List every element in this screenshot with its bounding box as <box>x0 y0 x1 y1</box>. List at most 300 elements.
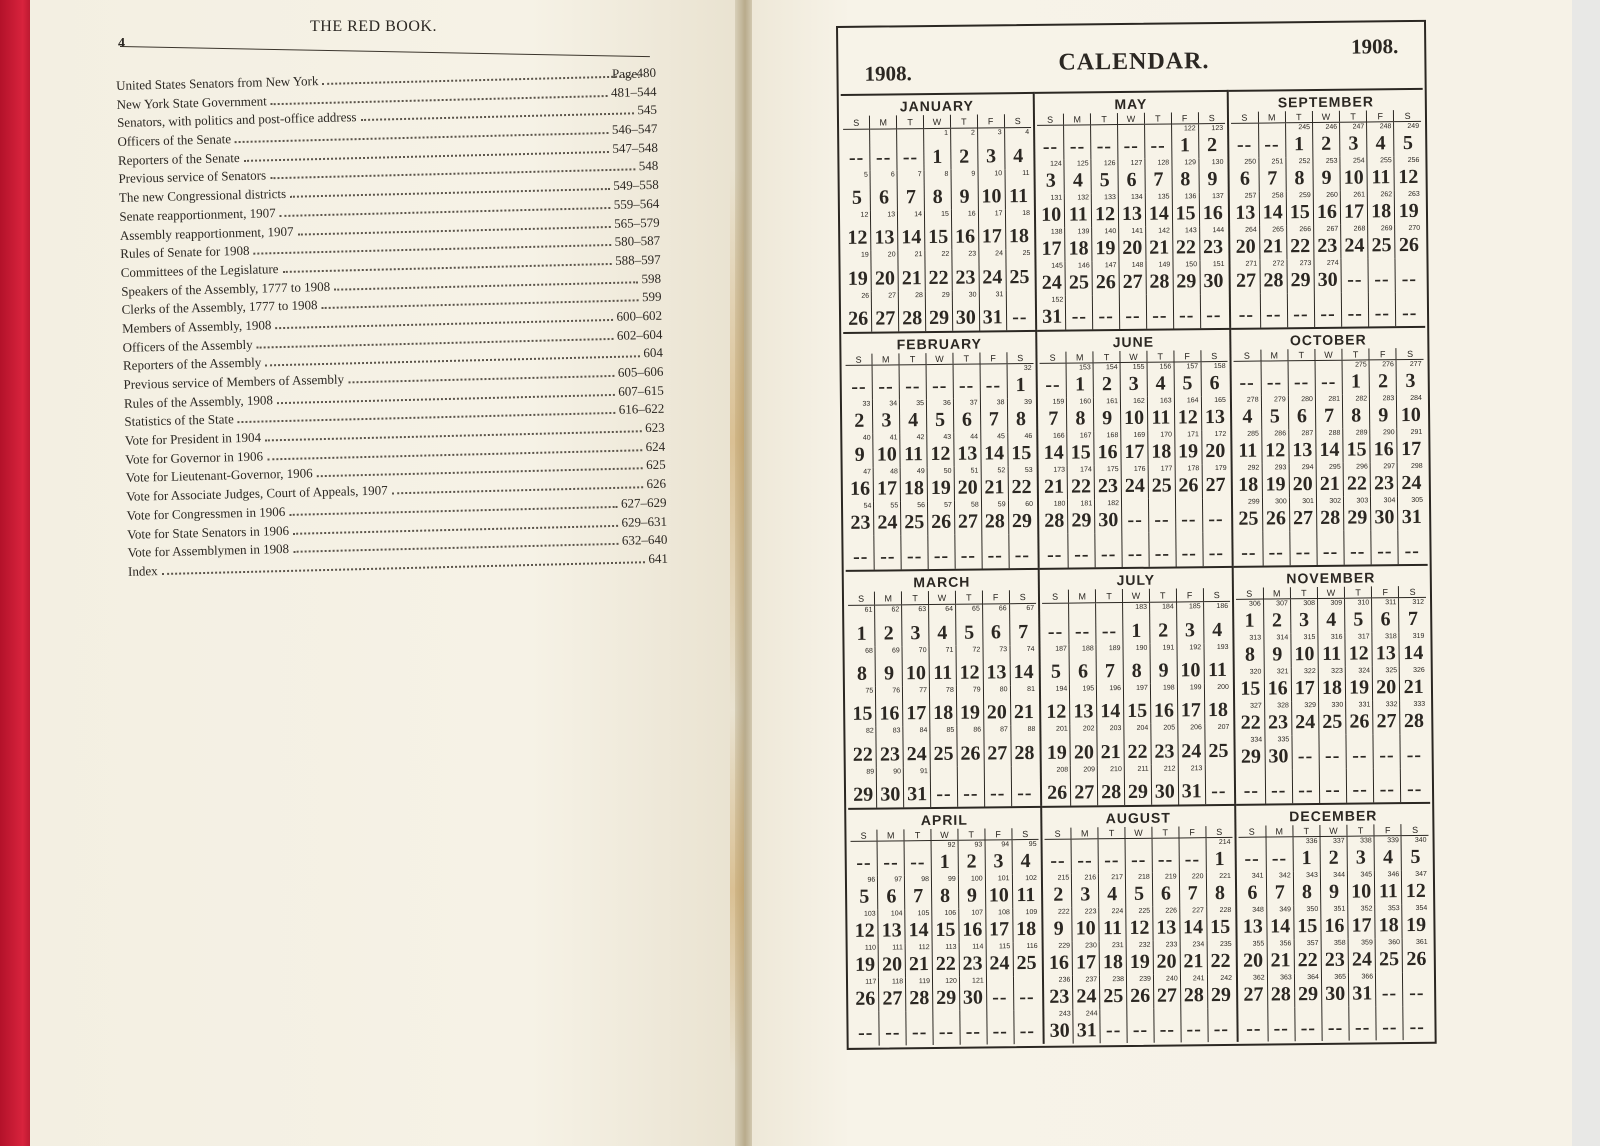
day-of-year: 183 <box>1135 603 1148 612</box>
date-number: 18 <box>1238 473 1259 496</box>
day-of-year: 234 <box>1192 941 1205 949</box>
day-cell <box>1045 908 1072 942</box>
day-of-year: 67 <box>1026 605 1035 613</box>
day-of-year: 264 <box>1245 226 1257 234</box>
weekday-header: T <box>1339 110 1366 122</box>
day-of-year: 167 <box>1079 432 1092 440</box>
day-of-year: 231 <box>1111 942 1124 950</box>
toc-entry-title: Vote for President in 1904 <box>124 429 262 448</box>
day-of-year: 253 <box>1325 157 1338 165</box>
date-number: 9 <box>1102 407 1113 430</box>
date-number: 15 <box>1297 915 1318 938</box>
day-of-year: 192 <box>1189 643 1202 651</box>
empty-dash: -- <box>1325 778 1341 801</box>
day-of-year: 357 <box>1306 939 1319 948</box>
toc-entry-page: 598 <box>641 270 662 286</box>
empty-dash: -- <box>1265 303 1282 326</box>
day-of-year: 89 <box>866 768 875 776</box>
weekday-header: S <box>1011 828 1038 840</box>
weekday-header: W <box>1312 111 1339 123</box>
empty-dash: -- <box>1236 133 1253 156</box>
day-cell <box>1179 906 1206 940</box>
date-number: 12 <box>1129 916 1150 939</box>
date-number: 15 <box>928 226 949 249</box>
day-cell <box>924 210 951 251</box>
date-number: 14 <box>1013 660 1034 684</box>
day-of-year: 139 <box>1077 228 1090 236</box>
day-cell <box>873 399 900 433</box>
date-number: 22 <box>935 952 956 976</box>
date-number: 24 <box>1181 739 1202 763</box>
day-of-year: 333 <box>1413 700 1426 708</box>
date-number: 25 <box>1371 234 1392 257</box>
day-of-year: 242 <box>1220 974 1233 983</box>
date-number: 6 <box>1247 881 1258 904</box>
empty-cell <box>1371 530 1398 564</box>
date-number: 4 <box>1212 618 1223 641</box>
day-of-year: 348 <box>1252 906 1264 914</box>
date-number: 22 <box>1290 235 1311 258</box>
day-of-year: 346 <box>1387 871 1400 879</box>
empty-cell <box>1319 735 1346 769</box>
empty-dash: -- <box>1406 743 1423 767</box>
toc-entry-page: 604 <box>643 345 664 361</box>
day-cell <box>1267 973 1294 1007</box>
weekday-header: T <box>1288 349 1315 361</box>
day-of-year: 82 <box>865 727 874 735</box>
day-cell <box>1344 496 1371 530</box>
day-cell <box>1372 666 1399 700</box>
date-number: 29 <box>1210 983 1232 1007</box>
date-number: 13 <box>957 442 978 465</box>
empty-dash: -- <box>1238 303 1255 326</box>
empty-cell <box>1398 530 1426 564</box>
date-number: 16 <box>1153 699 1175 722</box>
empty-dash: -- <box>1300 1017 1317 1040</box>
weekday-header: S <box>843 116 870 130</box>
day-of-year: 337 <box>1332 837 1345 845</box>
day-of-year: 148 <box>1131 261 1144 269</box>
empty-dash: -- <box>1322 540 1339 563</box>
empty-cell <box>980 364 1007 399</box>
date-number: 13 <box>1156 916 1177 939</box>
day-of-year: 352 <box>1360 905 1373 913</box>
day-of-year: 255 <box>1380 157 1392 165</box>
empty-dash: -- <box>1159 1018 1176 1041</box>
date-number: 3 <box>1128 372 1139 395</box>
date-number: 30 <box>962 986 984 1009</box>
day-cell <box>1397 462 1425 496</box>
day-of-year: 21 <box>914 251 923 259</box>
date-number: 10 <box>1180 659 1201 682</box>
day-of-year: 319 <box>1412 632 1425 640</box>
day-of-year: 85 <box>946 727 955 735</box>
day-of-year: 134 <box>1130 193 1143 201</box>
day-of-year: 111 <box>892 944 903 952</box>
date-number: 25 <box>1068 271 1090 294</box>
date-number: 9 <box>1321 166 1332 189</box>
day-cell <box>951 209 978 250</box>
date-number: 26 <box>1406 947 1427 971</box>
day-of-year: 77 <box>919 687 928 695</box>
date-number: 6 <box>1380 608 1391 631</box>
day-cell <box>1145 192 1172 226</box>
date-number: 5 <box>1099 169 1110 192</box>
day-of-year: 157 <box>1186 363 1199 371</box>
day-of-year: 56 <box>917 502 926 510</box>
day-of-year: 320 <box>1249 668 1262 676</box>
day-cell <box>1375 904 1402 938</box>
date-number: 27 <box>882 987 903 1010</box>
toc-entry-title: Index <box>127 563 158 579</box>
day-cell <box>1180 940 1207 974</box>
toc-entry-title: Rules of the Assembly, 1908 <box>123 391 274 411</box>
day-of-year: 229 <box>1058 942 1071 950</box>
weekday-header: F <box>1179 826 1206 838</box>
empty-cell <box>1071 839 1098 874</box>
date-number: 8 <box>1180 168 1191 191</box>
day-of-year: 1 <box>944 129 949 138</box>
date-number: 16 <box>1097 441 1118 464</box>
toc-entry-title: United States Senators from New York <box>116 73 319 93</box>
day-of-year: 270 <box>1408 224 1421 233</box>
day-of-year: 71 <box>945 646 954 654</box>
date-number: 19 <box>1406 913 1427 937</box>
month-table <box>1233 348 1425 566</box>
empty-cell <box>1368 258 1395 292</box>
day-cell <box>980 432 1007 466</box>
day-cell <box>844 251 871 292</box>
date-number: 24 <box>982 265 1003 289</box>
day-of-year: 15 <box>941 210 949 218</box>
weekday-header: S <box>850 830 877 842</box>
date-number: 14 <box>901 226 922 249</box>
day-of-year: 184 <box>1162 603 1174 611</box>
date-number: 18 <box>933 702 954 725</box>
day-cell <box>1402 904 1430 938</box>
empty-cell <box>1314 293 1341 327</box>
day-cell <box>1369 360 1397 395</box>
date-number: 23 <box>879 742 901 766</box>
day-of-year: 343 <box>1306 872 1318 880</box>
weekday-header: W <box>1320 825 1347 837</box>
date-number: 17 <box>906 702 927 725</box>
day-of-year: 47 <box>863 468 872 476</box>
toc-entry-page: 624 <box>645 438 666 454</box>
date-number: 11 <box>1103 917 1123 940</box>
date-number: 3 <box>1355 846 1366 869</box>
day-cell <box>879 977 906 1011</box>
empty-cell <box>957 766 984 807</box>
month-name: OCTOBER <box>1289 331 1367 349</box>
day-of-year: 24 <box>995 250 1003 258</box>
empty-dash: -- <box>1050 849 1066 872</box>
day-of-year: 248 <box>1379 123 1392 131</box>
day-of-year: 12 <box>860 211 869 219</box>
date-number: 9 <box>883 662 895 685</box>
date-number: 15 <box>1127 700 1148 723</box>
weekday-header: S <box>1044 828 1071 840</box>
date-number: 30 <box>1374 506 1395 529</box>
date-number: 4 <box>1326 608 1337 631</box>
date-number: 16 <box>879 702 900 725</box>
date-number: 31 <box>1352 982 1373 1005</box>
date-number: 11 <box>1207 658 1228 682</box>
day-of-year: 5 <box>863 171 868 179</box>
day-cell <box>1367 156 1394 190</box>
day-of-year: 162 <box>1133 397 1145 405</box>
toc-entry-title: Reporters of the Senate <box>117 149 240 168</box>
month-december <box>1236 802 1432 1042</box>
empty-dash: -- <box>1381 982 1398 1005</box>
date-number: 5 <box>859 885 870 908</box>
date-number: 15 <box>1210 915 1231 939</box>
day-cell <box>1147 396 1174 430</box>
date-number: 20 <box>1376 676 1397 699</box>
date-number: 9 <box>1207 168 1218 191</box>
day-cell <box>900 433 927 467</box>
day-cell <box>1118 193 1145 227</box>
date-number: 26 <box>855 987 876 1010</box>
day-of-year: 269 <box>1380 225 1393 233</box>
month-name: JANUARY <box>899 97 975 115</box>
empty-dash: -- <box>1347 268 1363 291</box>
empty-cell <box>1292 735 1319 769</box>
day-of-year: 340 <box>1414 836 1427 844</box>
date-number: 14 <box>984 442 1005 465</box>
day-of-year: 63 <box>918 606 927 614</box>
date-number: 12 <box>1405 879 1426 903</box>
day-of-year: 62 <box>891 606 900 614</box>
toc-leader-dots <box>322 75 632 85</box>
empty-dash: -- <box>1246 1017 1262 1040</box>
weekday-header: T <box>897 115 924 129</box>
day-cell <box>1045 874 1072 908</box>
date-number: 18 <box>1102 951 1124 974</box>
day-of-year: 202 <box>1082 725 1095 733</box>
toc-entry-title: Reporters of the Assembly <box>122 354 262 374</box>
empty-dash: -- <box>1077 849 1093 872</box>
day-cell <box>980 398 1007 432</box>
date-number: 5 <box>851 186 863 209</box>
empty-cell <box>899 365 926 400</box>
date-number: 1 <box>1015 374 1026 397</box>
weekday-header: T <box>1098 827 1125 839</box>
date-number: 23 <box>1097 475 1119 498</box>
day-of-year: 278 <box>1246 396 1259 404</box>
date-number: 9 <box>959 185 970 208</box>
empty-cell <box>1013 1010 1040 1044</box>
day-of-year: 322 <box>1303 668 1316 676</box>
date-number: 16 <box>1267 677 1288 700</box>
weekday-header: W <box>1315 349 1342 361</box>
day-cell <box>1175 464 1202 498</box>
date-number: 30 <box>1049 1019 1070 1042</box>
day-cell <box>1265 735 1292 769</box>
weekday-header: S <box>1396 348 1423 360</box>
day-cell <box>930 726 957 767</box>
date-number: 29 <box>1176 270 1197 293</box>
date-number: 7 <box>1267 167 1278 190</box>
empty-dash: -- <box>1184 848 1201 871</box>
month-table <box>1042 588 1232 806</box>
empty-cell <box>901 535 928 569</box>
date-number: 5 <box>1182 372 1193 395</box>
day-of-year: 297 <box>1383 463 1396 471</box>
date-number: 16 <box>962 918 983 941</box>
day-of-year: 217 <box>1111 874 1124 882</box>
weekday-header: M <box>877 829 904 841</box>
empty-dash: -- <box>1132 1018 1149 1041</box>
day-of-year: 66 <box>998 605 1007 613</box>
date-number: 27 <box>1235 269 1257 292</box>
toc-entry-page: 602–604 <box>616 326 663 343</box>
day-cell <box>958 840 985 875</box>
day-cell <box>1347 836 1375 871</box>
day-cell <box>1285 123 1313 158</box>
day-cell <box>1401 835 1429 870</box>
date-number: 17 <box>981 225 1002 248</box>
month-table <box>850 828 1040 1046</box>
empty-dash: -- <box>1297 745 1314 768</box>
day-cell <box>1009 604 1036 645</box>
day-of-year: 250 <box>1244 158 1257 166</box>
day-of-year: 158 <box>1213 362 1226 371</box>
day-cell <box>844 211 871 252</box>
date-number: 2 <box>1328 846 1339 869</box>
date-number: 9 <box>1158 659 1169 682</box>
empty-dash: -- <box>1273 1017 1290 1040</box>
day-cell <box>1178 764 1205 805</box>
date-number: 4 <box>1155 372 1166 395</box>
date-number: 25 <box>1322 710 1343 733</box>
toc-entry-title: Vote for Assemblymen in 1908 <box>127 541 290 561</box>
day-of-year: 26 <box>861 292 870 300</box>
date-number: 3 <box>985 144 997 168</box>
date-number: 15 <box>1240 677 1261 700</box>
day-cell <box>1319 701 1346 735</box>
date-number: 18 <box>1378 914 1399 937</box>
day-cell <box>1367 190 1394 224</box>
day-cell <box>1343 462 1370 496</box>
toc-entry-page: 641 <box>648 550 669 567</box>
day-cell <box>1286 191 1313 225</box>
toc-entry-page: 547–548 <box>612 139 659 156</box>
day-of-year: 274 <box>1326 259 1339 267</box>
month-table <box>1037 112 1227 330</box>
toc-entry-title: Speakers of the Assembly, 1777 to 1908 <box>121 278 331 299</box>
weekday-header: F <box>1171 112 1198 124</box>
day-of-year: 96 <box>867 876 876 884</box>
empty-dash: -- <box>1374 302 1391 325</box>
day-cell <box>1312 122 1340 157</box>
day-cell <box>1180 974 1207 1008</box>
date-number: 2 <box>1321 132 1332 155</box>
day-of-year: 273 <box>1299 260 1312 268</box>
date-number: 28 <box>902 307 923 330</box>
empty-cell <box>1125 838 1152 873</box>
day-of-year: 223 <box>1084 908 1097 916</box>
day-cell <box>1038 194 1065 228</box>
date-number: 20 <box>1073 740 1094 764</box>
empty-cell <box>953 364 980 399</box>
day-cell <box>1261 395 1288 429</box>
day-of-year: 159 <box>1052 398 1065 406</box>
empty-dash: -- <box>965 1020 982 1043</box>
date-number: 8 <box>856 662 868 685</box>
toc-entry-page: 616–622 <box>618 401 665 418</box>
weekday-header: T <box>899 353 926 365</box>
day-cell <box>1294 939 1321 973</box>
day-of-year: 359 <box>1361 939 1373 947</box>
day-cell <box>1010 685 1037 726</box>
day-cell <box>1173 260 1200 294</box>
day-cell <box>1318 667 1345 701</box>
calendar <box>836 20 1437 1050</box>
day-cell <box>1397 428 1425 462</box>
date-number: 5 <box>964 621 975 644</box>
date-number: 30 <box>1268 745 1289 768</box>
empty-cell <box>1266 837 1294 872</box>
weekday-header: T <box>1149 588 1176 602</box>
day-cell <box>874 501 901 535</box>
empty-dash: -- <box>1130 848 1147 871</box>
date-number: 1 <box>932 145 943 168</box>
day-of-year: 238 <box>1112 976 1125 984</box>
empty-cell <box>852 1012 879 1046</box>
day-of-year: 104 <box>890 910 903 918</box>
day-cell <box>931 875 958 909</box>
day-of-year: 210 <box>1110 765 1122 773</box>
date-number: 14 <box>1403 641 1424 665</box>
day-of-year: 100 <box>970 875 983 883</box>
empty-cell <box>986 976 1013 1010</box>
date-number: 20 <box>1122 236 1143 260</box>
empty-cell <box>1181 1008 1208 1042</box>
date-number: 7 <box>1153 168 1164 191</box>
date-number: 21 <box>1403 675 1424 699</box>
date-number: 25 <box>933 742 954 765</box>
day-cell <box>1259 191 1286 225</box>
day-of-year: 72 <box>972 646 981 654</box>
calendar-grid <box>841 88 1433 1044</box>
weekday-header: W <box>1117 113 1144 125</box>
date-number: 14 <box>1043 441 1064 464</box>
day-of-year: 75 <box>865 687 874 695</box>
date-number: 10 <box>1041 203 1062 226</box>
month-table <box>845 352 1035 570</box>
day-of-year: 102 <box>1025 874 1037 883</box>
day-cell <box>844 170 871 211</box>
toc-entry-title: Officers of the Assembly <box>122 336 253 355</box>
day-cell <box>900 399 927 433</box>
day-cell <box>1236 599 1264 634</box>
day-of-year: 292 <box>1247 464 1260 472</box>
day-cell <box>959 976 986 1010</box>
day-of-year: 149 <box>1158 261 1171 269</box>
day-of-year: 74 <box>1026 645 1035 653</box>
day-cell <box>1153 906 1180 940</box>
day-of-year: 314 <box>1276 634 1289 642</box>
day-cell <box>1067 431 1094 465</box>
day-cell <box>1262 497 1289 531</box>
date-number: 7 <box>1018 620 1029 643</box>
day-of-year: 224 <box>1111 908 1124 916</box>
empty-dash: -- <box>906 545 923 568</box>
day-cell <box>1124 764 1151 805</box>
day-cell <box>985 874 1012 908</box>
day-cell <box>1071 765 1098 806</box>
